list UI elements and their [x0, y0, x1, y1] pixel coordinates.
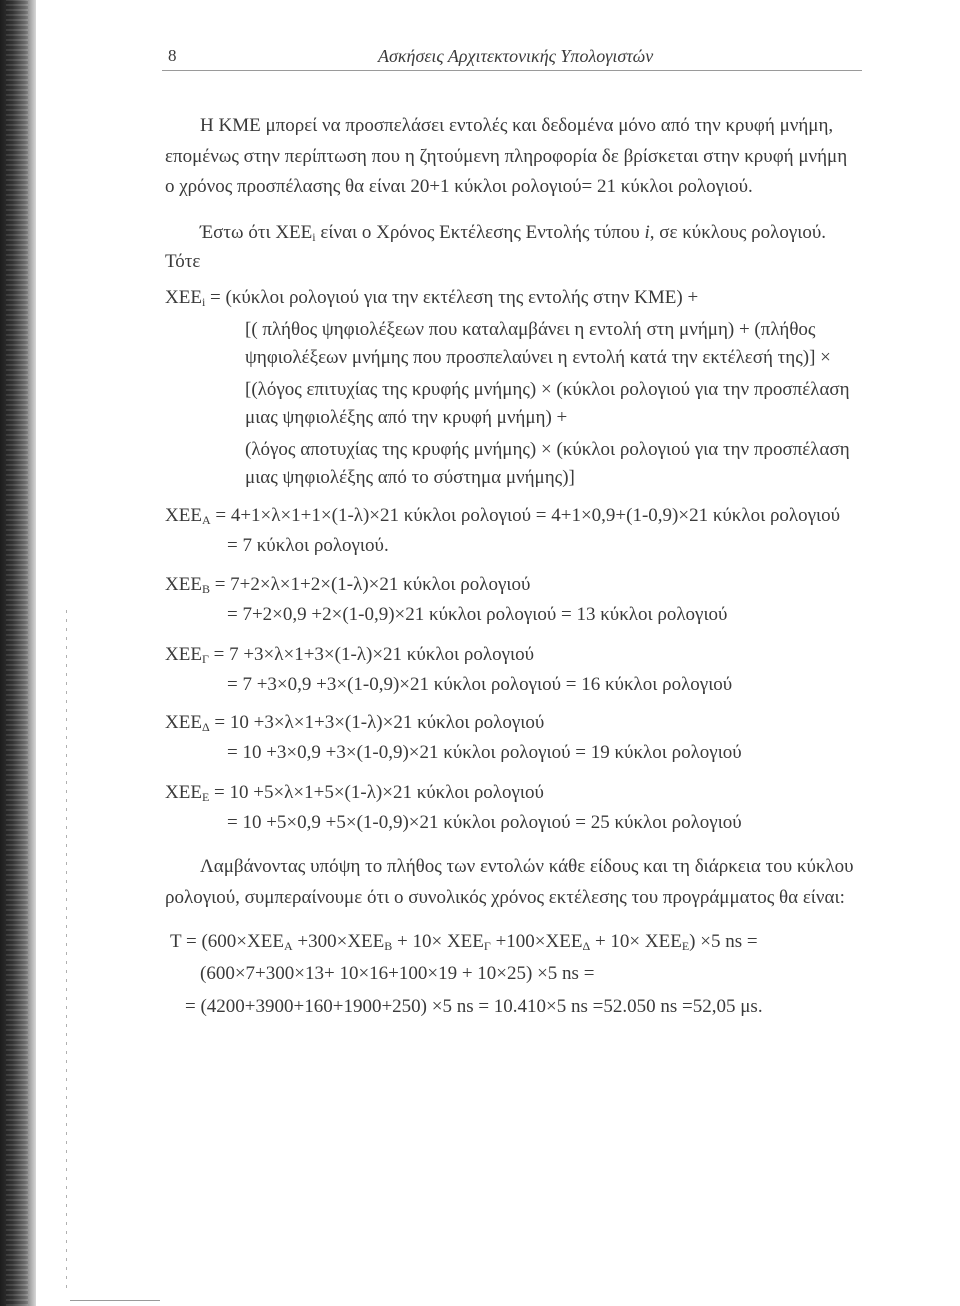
xee-e-line1	[165, 783, 544, 803]
para2-text-a: Έστω ότι ΧΕΕ	[200, 222, 313, 243]
total-sub-d: Δ	[582, 939, 591, 953]
page-number: 8	[168, 46, 177, 65]
xee-b-subscript: Β	[201, 582, 210, 596]
xee-g-line1	[165, 645, 534, 665]
formula-label: ΧΕΕ	[165, 287, 202, 308]
para1-line2: επομένως στην περίπτωση που η ζητούμενη πληροφορία δε βρίσκεται στην κρυφή μνήμη	[165, 146, 848, 167]
xee-a-label: ΧΕΕ	[165, 505, 202, 526]
xee-g-expr: = 7 +3×λ×1+3×(1-λ)×21 κύκλοι ρολογιού	[208, 644, 535, 665]
para3-line2: ρολογιού, συμπεραίνουμε ότι ο συνολικός χρόνος εκτέλεσης του προγράμματος θα είναι:	[165, 887, 845, 908]
total-part6: ) ×5 ns =	[689, 931, 758, 952]
scan-artifact-line	[66, 610, 67, 1290]
total-part4: +100×ΧΕΕ	[490, 931, 583, 952]
para2-line1	[200, 223, 826, 243]
xee-g-line2: = 7 +3×0,9 +3×(1-0,9)×21 κύκλοι ρολογιού = 16 κύκλοι ρολογιού	[227, 674, 733, 695]
formula-line5: μιας ψηφιολέξης από την κρυφή μνήμη) +	[245, 407, 568, 428]
xee-b-expr: = 7+2×λ×1+2×(1-λ)×21 κύκλοι ρολογιού	[209, 574, 531, 595]
total-part3: + 10× ΧΕΕ	[392, 931, 484, 952]
formula-line7: μιας ψηφιολέξης από το σύστημα μνήμης)]	[245, 467, 575, 488]
para1-line1: Η ΚΜΕ μπορεί να προσπελάσει εντολές και δεδομένα μόνο από την κρυφή μνήμη,	[200, 115, 834, 136]
xee-g-subscript: Γ	[201, 652, 209, 666]
total-part1: T = (600×ΧΕΕ	[170, 931, 284, 952]
formula-line6: (λόγος αποτυχίας της κρυφής μνήμης) × (κύκλοι ρολογιού για την προσπέλαση	[245, 439, 850, 460]
para2-subscript: i	[312, 230, 316, 244]
total-line2: (600×7+300×13+ 10×16+100×19 + 10×25) ×5 ns =	[200, 963, 595, 984]
xee-d-expr: = 10 +3×λ×1+3×(1-λ)×21 κύκλοι ρολογιού	[209, 712, 545, 733]
total-line1	[170, 932, 758, 952]
para3-line1: Λαμβάνοντας υπόψη το πλήθος των εντολών κάθε είδους και τη διάρκεια του κύκλου	[200, 856, 854, 877]
xee-e-subscript: Ε	[201, 790, 210, 804]
total-part5: + 10× ΧΕΕ	[590, 931, 682, 952]
xee-a-expr: = 4+1×λ×1+1×(1-λ)×21 κύκλοι ρολογιού = 4+1×0,9+(1-0,9)×21 κύκλοι ρολογιού	[210, 505, 841, 526]
total-line3: = (4200+3900+160+1900+250) ×5 ns = 10.410×5 ns =52.050 ns =52,05 μs.	[185, 996, 763, 1017]
total-sub-a: Α	[283, 939, 293, 953]
formula-text: = (κύκλοι ρολογιού για την εκτέλεση της εντολής στην ΚΜΕ) +	[205, 287, 699, 308]
para2-text-b: είναι ο Χρόνος Εκτέλεσης Εντολής τύπου	[315, 222, 645, 243]
book-spine-shadow	[0, 0, 36, 1306]
xee-e-line2: = 10 +5×0,9 +5×(1-0,9)×21 κύκλοι ρολογιού = 25 κύκλοι ρολογιού	[227, 812, 742, 833]
total-sub-b: Β	[384, 939, 393, 953]
running-title: Ασκήσεις Αρχιτεκτονικής Υπολογιστών	[378, 46, 654, 66]
total-sub-e: Ε	[681, 939, 690, 953]
page-header	[162, 46, 862, 71]
xee-d-line2: = 10 +3×0,9 +3×(1-0,9)×21 κύκλοι ρολογιού = 19 κύκλοι ρολογιού	[227, 742, 742, 763]
xee-b-line1	[165, 575, 530, 595]
para2-line2: Τότε	[165, 251, 201, 272]
formula-line2: [( πλήθος ψηφιολέξεων που καταλαμβάνει η εντολή στη μνήμη) + (πλήθος	[245, 319, 816, 340]
formula-subscript: i	[201, 295, 206, 309]
xee-b-line2: = 7+2×0,9 +2×(1-0,9)×21 κύκλοι ρολογιού = 13 κύκλοι ρολογιού	[227, 604, 728, 625]
formula-line4: [(λόγος επιτυχίας της κρυφής μνήμης) × (κύκλοι ρολογιού για την προσπέλαση	[245, 379, 850, 400]
total-part2: +300×ΧΕΕ	[292, 931, 385, 952]
total-sub-g: Γ	[483, 939, 491, 953]
xee-g-label: ΧΕΕ	[165, 644, 202, 665]
xee-d-line1	[165, 713, 544, 733]
para2-italic-i: i	[644, 222, 650, 243]
para2-text-c: , σε κύκλους ρολογιού.	[649, 222, 827, 243]
spine-texture	[6, 0, 28, 1306]
xee-a-line2: = 7 κύκλοι ρολογιού.	[227, 535, 389, 556]
formula-line3: ψηφιολέξεων μνήμης που προσπελαύνει η εντολή κατά την εκτέλεσή της)] ×	[245, 347, 831, 368]
formula-line1	[165, 288, 698, 308]
xee-d-label: ΧΕΕ	[165, 712, 202, 733]
xee-a-subscript: Α	[201, 513, 211, 527]
xee-b-label: ΧΕΕ	[165, 574, 202, 595]
xee-a-line1	[165, 506, 840, 526]
xee-e-expr: = 10 +5×λ×1+5×(1-λ)×21 κύκλοι ρολογιού	[209, 782, 544, 803]
scan-artifact-rule	[70, 1300, 160, 1301]
para1-line3: ο χρόνος προσπέλασης θα είναι 20+1 κύκλοι ρολογιού= 21 κύκλοι ρολογιού.	[165, 176, 753, 197]
xee-d-subscript: Δ	[201, 720, 210, 734]
xee-e-label: ΧΕΕ	[165, 782, 202, 803]
